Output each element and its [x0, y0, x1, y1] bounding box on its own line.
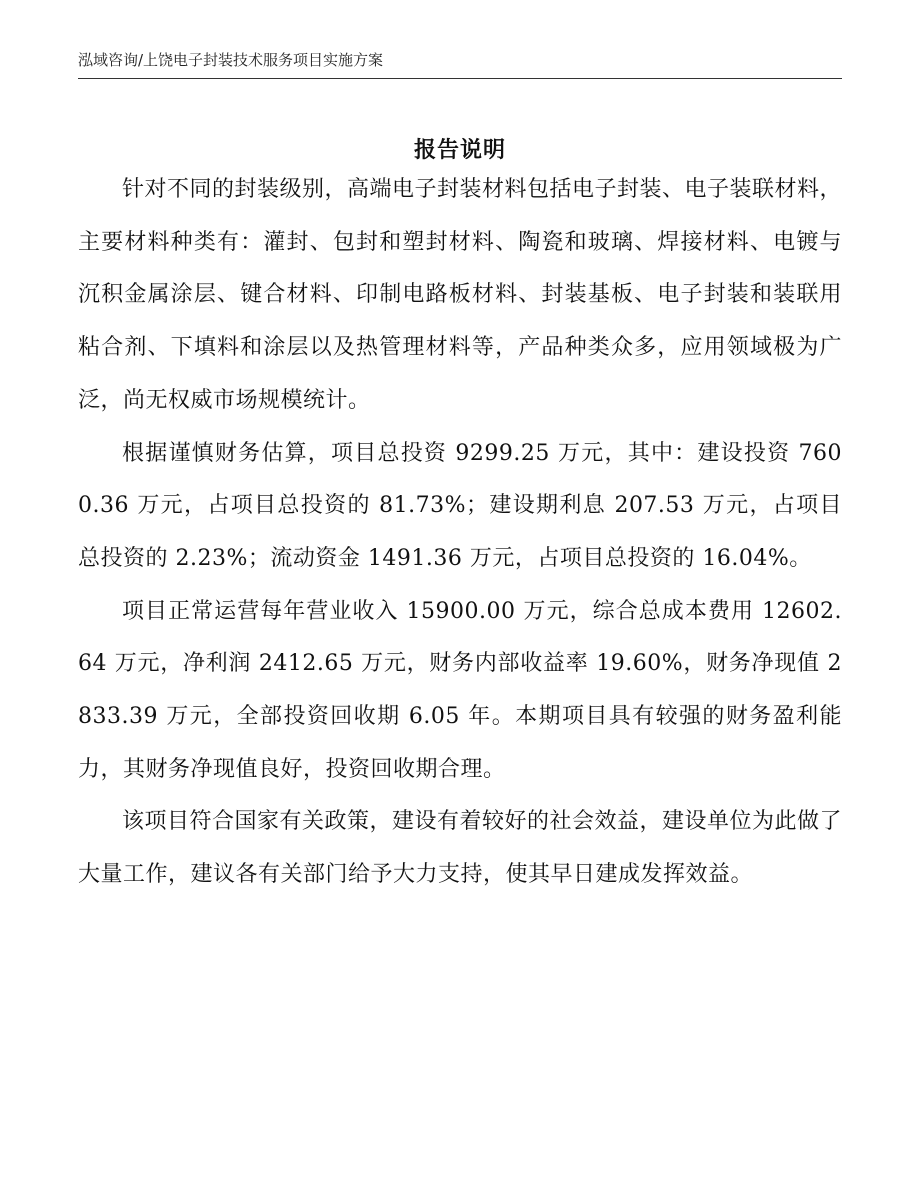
header-divider	[78, 78, 842, 79]
paragraph-materials: 针对不同的封装级别，高端电子封装材料包括电子封装、电子装联材料，主要材料种类有：灌封、包封和塑封材料、陶瓷和玻璃、焊接材料、电镀与沉积金属涂层、键合材料、印制电路板材料、封装基板、电子封装和装联用粘合剂、下填料和涂层以及热管理材料等，产品种类众多，应用领域极为广泛，尚无权威市场规模统计。	[78, 177, 843, 413]
paragraph-revenue: 项目正常运营每年营业收入 15900.00 万元，综合总成本费用 12602.64 万元，净利润 2412.65 万元，财务内部收益率 19.60%，财务净现值 2833.39 万元，全部投资回收期 6.05 年。本期项目具有较强的财务盈利能力，其财务净现值良好，投资回收期合理。	[78, 598, 842, 782]
report-title: 报告说明	[413, 137, 506, 163]
paragraph-conclusion: 该项目符合国家有关政策，建设有着较好的社会效益，建设单位为此做了大量工作，建议各有关部门给予大力支持，使其早日建成发挥效益。	[78, 809, 843, 888]
report-body	[78, 164, 842, 902]
running-header: 泓域咨询/上饶电子封装技术服务项目实施方案	[78, 51, 384, 69]
paragraph-investment: 根据谨慎财务估算，项目总投资 9299.25 万元，其中：建设投资 7600.36 万元，占项目总投资的 81.73%；建设期利息 207.53 万元，占项目总投资的 2.23%；流动资金 1491.36 万元，占项目总投资的 16.04%。	[78, 440, 842, 571]
